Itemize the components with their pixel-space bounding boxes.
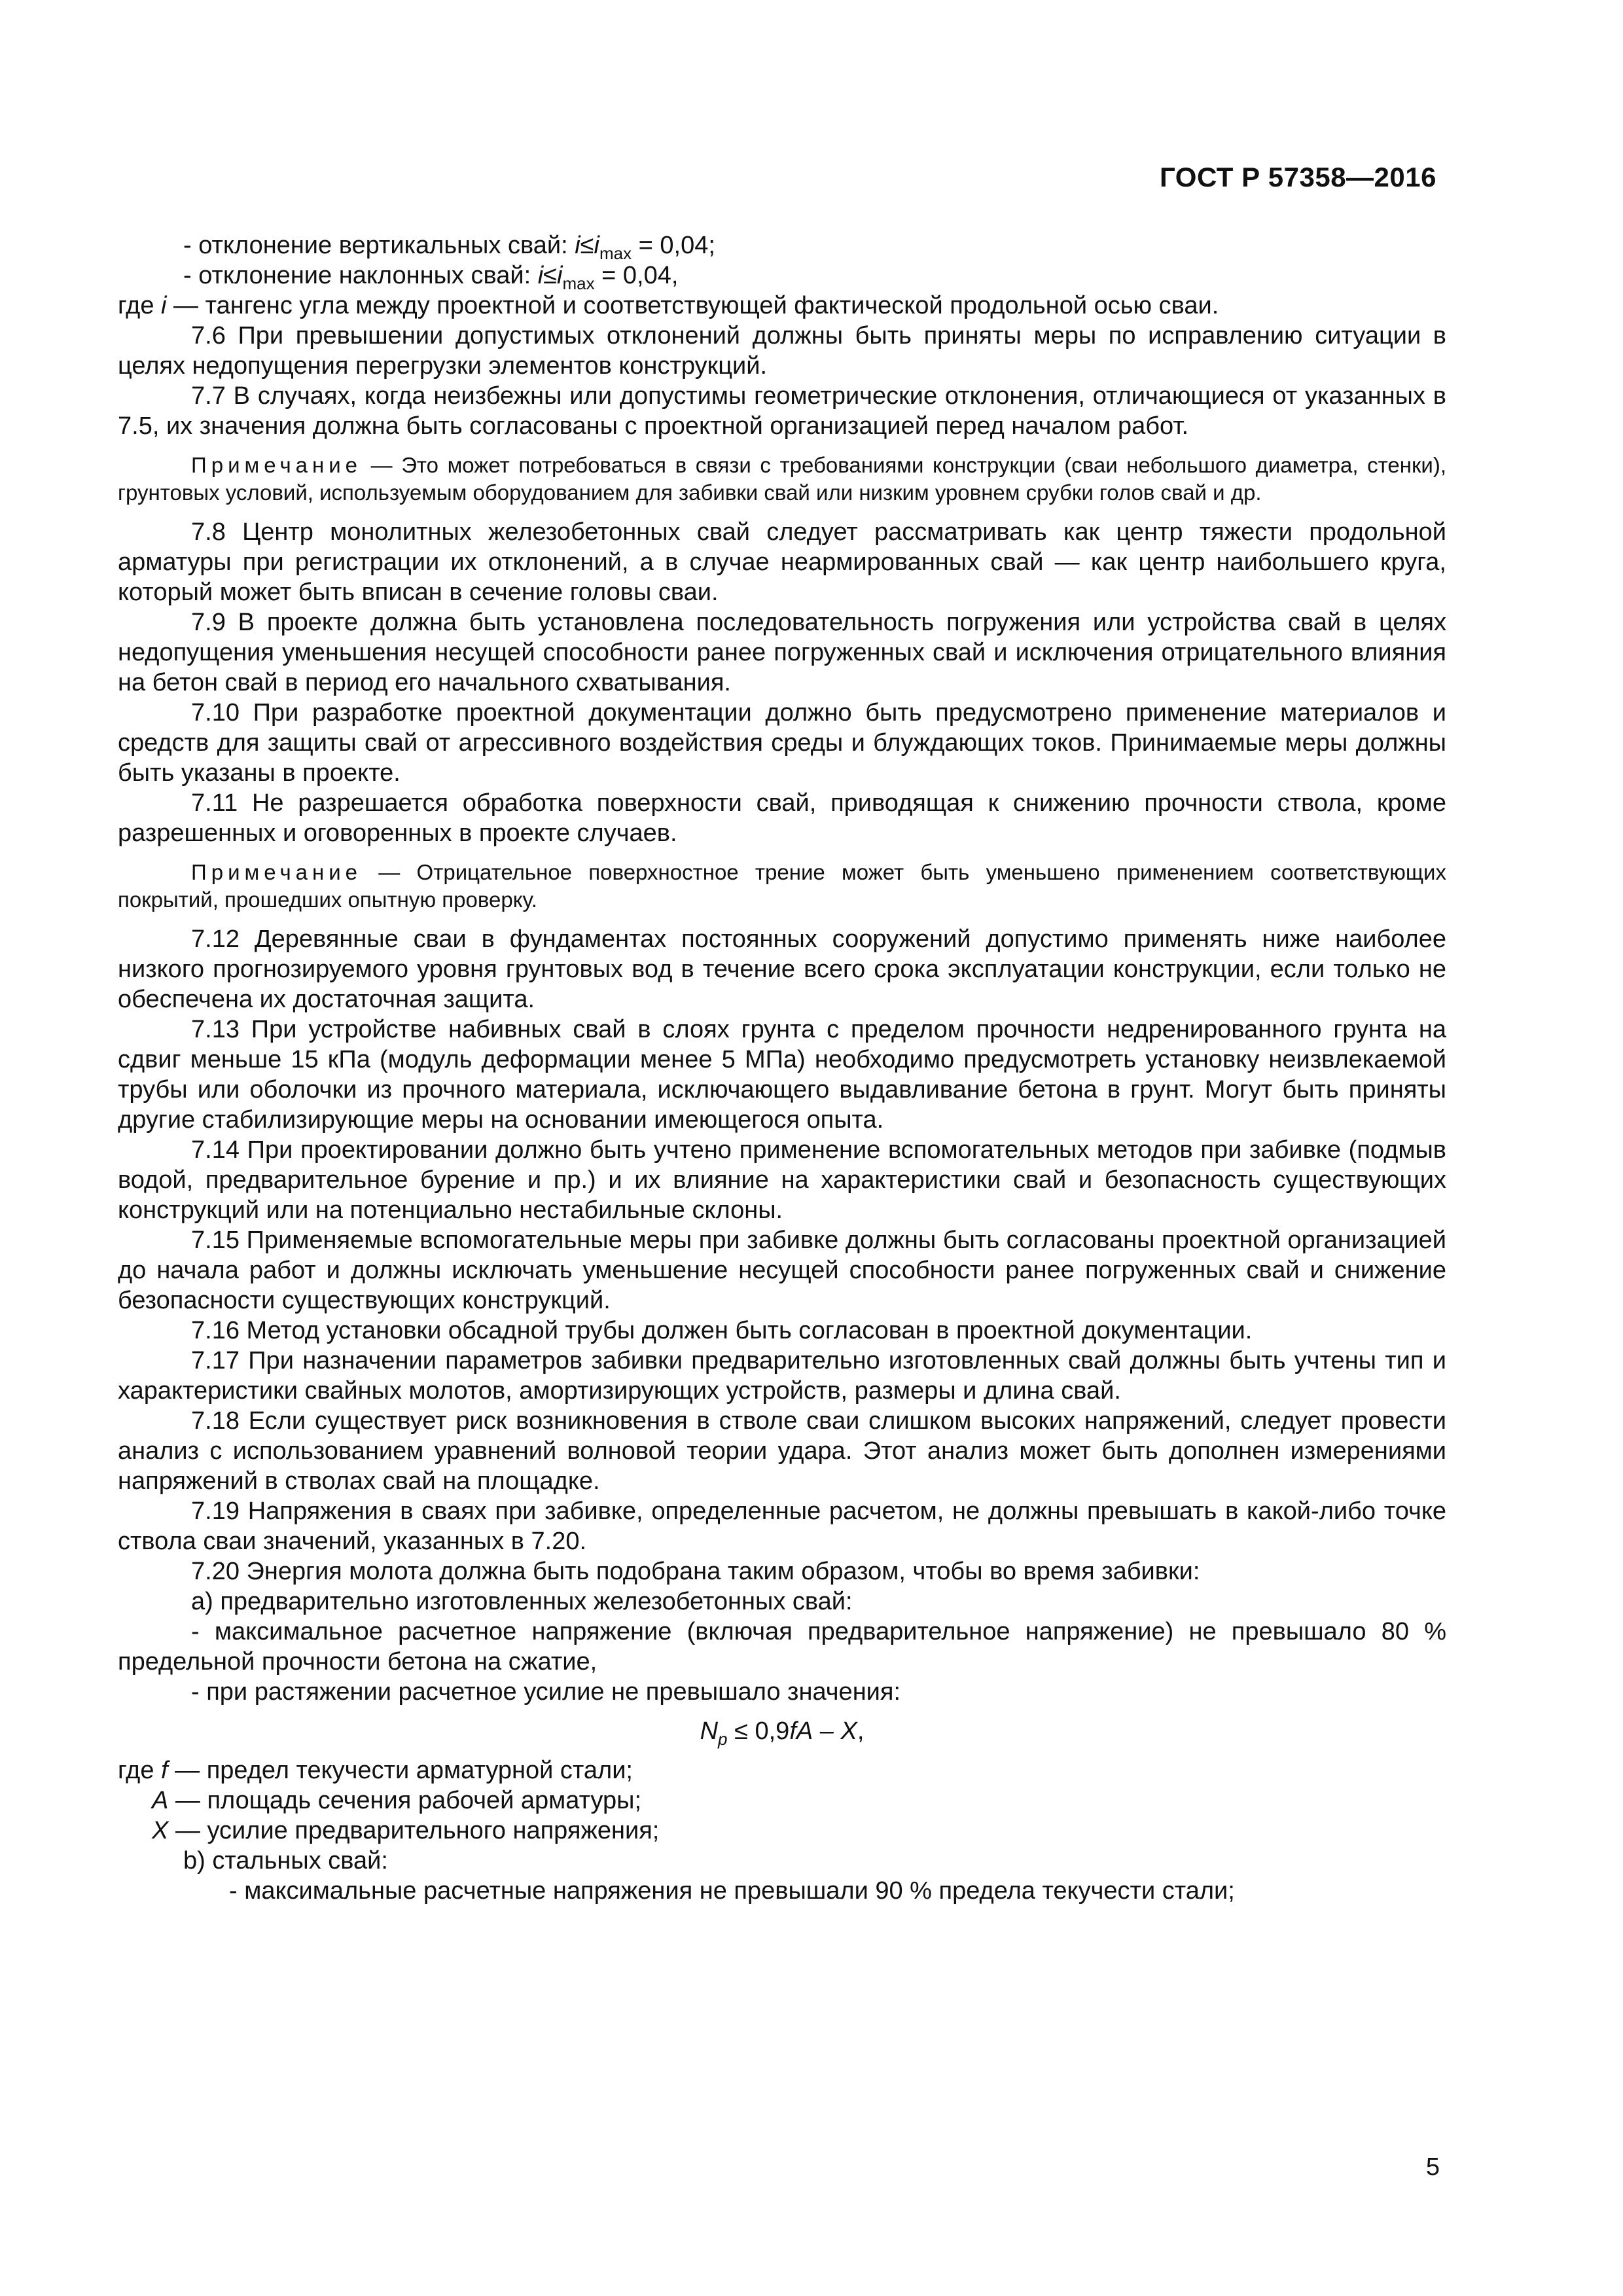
definition-i-line (118, 291, 1446, 321)
formula-np (118, 1716, 1446, 1749)
deviation-inclined-line (118, 260, 1446, 291)
note-1 (118, 452, 1446, 507)
clause-7-13: 7.13 При устройстве набивных свай в слоях грунта с пределом прочности недренированного грунта на сдвиг меньше 15 кПа (модуль деформации менее 5 МПа) необходимо предусмотреть установку неизвлекаемой трубы или оболочки из прочного материала, исключающего выдавливание бетона в грунт. Могут быть приняты другие стабилизирующие меры на основании имеющегося опыта. (118, 1016, 1446, 1134)
clause-7-19: 7.19 Напряжения в сваях при забивке, определенные расчетом, не должны превышать в какой-либо точке ствола сваи значений, указанных в 7.20. (118, 1498, 1446, 1555)
symbol-f: f (161, 1757, 168, 1784)
symbol-i: i (161, 292, 167, 319)
text-run: = 0,04, (594, 262, 679, 289)
symbol-a: A (152, 1787, 169, 1814)
text-run: где (118, 1757, 162, 1784)
clause-7-20: 7.20 Энергия молота должна быть подобрана таким образом, чтобы во время забивки: (191, 1558, 1200, 1585)
symbol-x: X (840, 1717, 857, 1745)
deviation-vertical-line (118, 230, 1446, 263)
clause-7-18: 7.18 Если существует риск возникновения в стволе сваи слишком высоких напряжений, следует провести анализ с использованием уравнений волновой теории удара. Этот анализ может быть дополнен измерениями напряжений в стволах свай на площадке. (118, 1407, 1446, 1495)
note-2 (118, 859, 1446, 914)
text-run: — предел текучести арматурной стали; (168, 1757, 633, 1784)
document-body (118, 230, 1446, 1906)
clause-7-12: 7.12 Деревянные сваи в фундаментах постоянных сооружений допустимо применять ниже наиболее низкого прогнозируемого уровня грунтовых вод в течение всего срока эксплуатации конструкции, если только не обеспечена их достаточная защита. (118, 925, 1446, 1013)
document-code-header: ГОСТ Р 57358—2016 (1160, 162, 1436, 192)
clause-7-10: 7.10 При разработке проектной документации должно быть предусмотрено применение материалов и средств для защиты свай от агрессивного воздействия среды и блуждающих токов. Принимаемые меры должны быть указаны в проекте. (118, 699, 1446, 787)
definition-f (118, 1755, 1446, 1785)
text-run: ≤ 0,9 (727, 1717, 790, 1745)
clause-7-16: 7.16 Метод установки обсадной трубы должен быть согласован в проектной документации. (191, 1317, 1253, 1344)
text-run: = 0,04; (632, 232, 715, 259)
symbol-i-max: i (557, 262, 563, 289)
symbol-i: i (575, 232, 580, 259)
minus-sign: – (813, 1717, 841, 1745)
symbol-n: N (700, 1717, 719, 1745)
item-a: a) предварительно изготовленных железобетонных свай: (191, 1588, 853, 1615)
item-b: b) стальных свай: (183, 1847, 388, 1874)
text-run: - отклонение наклонных свай: (183, 262, 538, 289)
relation-sign: ≤ (543, 262, 558, 289)
clause-7-7: 7.7 В случаях, когда неизбежны или допустимы геометрические отклонения, отличающиеся от указанных в 7.5, их значения должна быть согласованы с проектной организацией перед началом работ. (118, 382, 1446, 440)
subscript-max: max (599, 243, 632, 263)
text-run: — площадь сечения рабочей арматуры; (168, 1787, 642, 1814)
clause-7-6: 7.6 При превышении допустимых отклонений должны быть приняты меры по исправлению ситуации в целях недопущения перегрузки элементов конструкций. (118, 322, 1446, 380)
text-run: — усилие предварительного напряжения; (168, 1817, 660, 1844)
text-run: - отклонение вертикальных свай: (183, 232, 575, 259)
clause-7-15: 7.15 Применяемые вспомогательные меры при забивке должны быть согласованы проектной организацией до начала работ и должны исключать уменьшение несущей способности ранее погруженных свай и снижение безопасности существующих конструкций. (118, 1227, 1446, 1314)
clause-7-9: 7.9 В проекте должна быть установлена последовательность погружения или устройства свай в целях недопущения уменьшения несущей способности ранее погруженных свай и исключения отрицательного влияния на бетон свай в период его начального схватывания. (118, 609, 1446, 696)
note-label: Примечание (191, 453, 363, 477)
relation-sign: ≤ (580, 232, 594, 259)
symbol-x: X (152, 1817, 169, 1844)
subscript-p: p (718, 1729, 728, 1749)
page-number: 5 (1425, 2153, 1440, 2181)
text-run: где (118, 292, 162, 319)
subscript-max: max (562, 274, 595, 293)
definition-a (118, 1785, 1446, 1816)
item-b-bullet-1: - максимальные расчетные напряжения не превышали 90 % предела текучести стали; (229, 1877, 1235, 1905)
symbol-fa: fA (789, 1717, 813, 1745)
clause-7-11: 7.11 Не разрешается обработка поверхности свай, приводящая к снижению прочности ствола, кроме разрешенных и оговоренных в проекте случаев. (118, 789, 1446, 847)
note-text: — Это может потребоваться в связи с требованиями конструкции (сваи небольшого диаметра, стенки), грунтовых условий, используемым оборудованием для забивки свай или низким уровнем срубки голов свай и др. (118, 453, 1446, 505)
symbol-i: i (537, 262, 544, 289)
clause-7-14: 7.14 При проектировании должно быть учтено применение вспомогательных методов при забивке (подмыв водой, предварительное бурение и пр.) и их влияние на характеристики свай и безопасность существующих конструкций или на потенциально нестабильные склоны. (118, 1136, 1446, 1224)
note-text: — Отрицательное поверхностное трение может быть уменьшено применением соответствующих покрытий, прошедших опытную проверку. (118, 860, 1446, 912)
note-label: Примечание (191, 860, 363, 884)
clause-7-8: 7.8 Центр монолитных железобетонных свай следует рассматривать как центр тяжести продольной арматуры при регистрации их отклонений, а в случае неармированных свай — как центр наибольшего круга, который может быть вписан в сечение головы сваи. (118, 518, 1446, 606)
definition-x (118, 1816, 1446, 1846)
symbol-i-max: i (594, 232, 599, 259)
item-a-bullet-1: - максимальное расчетное напряжение (включая предварительное напряжение) не превышало 80 % предельной прочности бетона на сжатие, (118, 1618, 1446, 1676)
text-run: , (857, 1717, 865, 1745)
text-run: — тангенс угла между проектной и соответствующей фактической продольной осью сваи. (166, 292, 1219, 319)
clause-7-17: 7.17 При назначении параметров забивки предварительно изготовленных свай должны быть учтены тип и характеристики свайных молотов, амортизирующих устройств, размеры и длина свай. (118, 1347, 1446, 1405)
item-a-bullet-2: - при растяжении расчетное усилие не превышало значения: (191, 1678, 901, 1706)
